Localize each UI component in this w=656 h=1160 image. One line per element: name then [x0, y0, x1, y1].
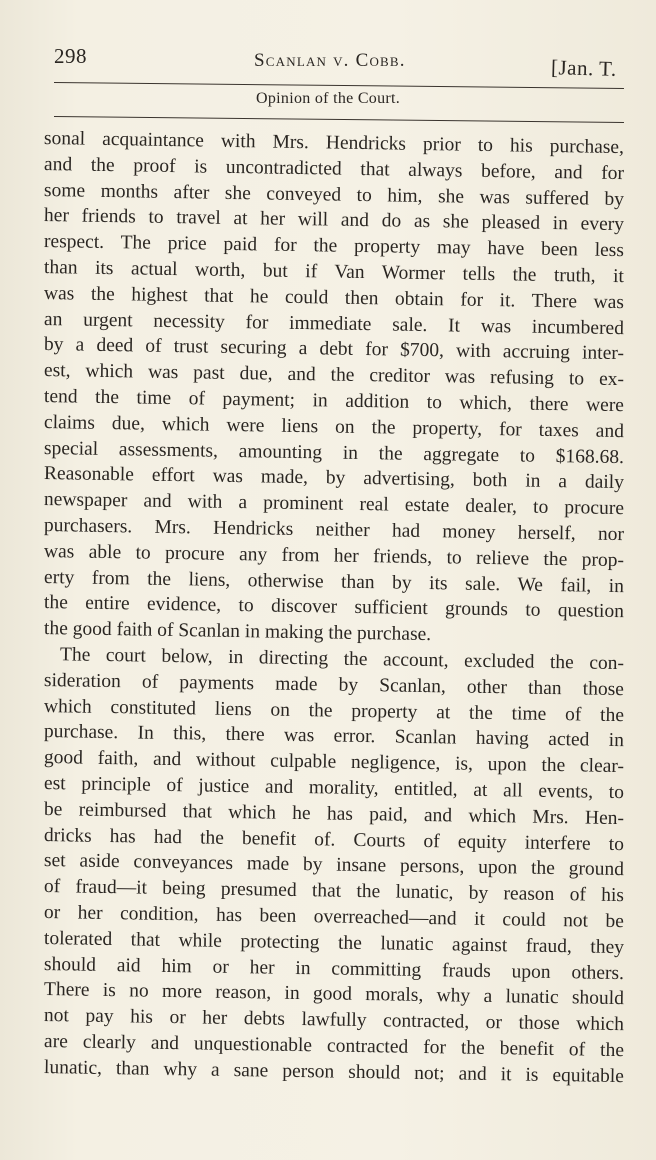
- case-title: Scanlan v. Cobb.: [254, 50, 406, 71]
- text-line: are clearly and unquestionable contracted for the benefit of the: [43, 1030, 625, 1061]
- opinion-subheading: Opinion of the Court.: [256, 90, 401, 107]
- text-line: dricks has had the benefit of. Courts of equity interfere to: [43, 824, 625, 855]
- text-line: Reasonable effort was made, by advertising, both in a daily: [43, 463, 625, 494]
- text-line: or her condition, has been overreached—and it could not be: [43, 901, 625, 933]
- text-line: lunatic, than why a sane person should not; and it is equitable: [43, 1056, 625, 1087]
- text-line: purchase. In this, there was error. Scanlan having acted in: [43, 721, 625, 752]
- text-line: the good faith of Scanlan in making the purchase.: [43, 618, 432, 646]
- running-head: [0, 44, 656, 84]
- text-line: set aside conveyances made by insane persons, upon the ground: [43, 850, 625, 881]
- opinion-text: [43, 126, 625, 1087]
- text-line: not pay his or her debts lawfully contracted, or those which: [43, 1005, 625, 1036]
- text-line: purchasers. Mrs. Hendricks neither had money herself, nor: [43, 514, 625, 546]
- text-line: sonal acquaintance with Mrs. Hendricks prior to his purchase,: [43, 128, 625, 159]
- text-line: was the highest that he could then obtain for it. There was: [43, 282, 625, 313]
- text-line: good faith, and without culpable negligence, is, upon the clear-: [43, 747, 625, 778]
- text-line: which constituted liens on the property at the time of the: [43, 695, 625, 726]
- text-line: erty from the liens, otherwise than by its sale. We fail, in: [43, 566, 625, 597]
- text-line: est, which was past due, and the creditor was refusing to ex-: [43, 360, 625, 391]
- term-label: [Jan. T.: [550, 55, 617, 81]
- text-line: special assessments, amounting in the aggregate to $168.68.: [43, 437, 625, 468]
- text-line: est principle of justice and morality, entitled, at all events, to: [43, 772, 625, 804]
- text-line: and the proof is uncontradicted that always before, and for: [43, 153, 625, 184]
- text-line: newspaper and with a prominent real estate dealer, to procure: [43, 489, 625, 520]
- text-line: than its actual worth, but if Van Wormer tells the truth, it: [43, 256, 625, 288]
- text-line: was able to procure any from her friends, to relieve the prop-: [43, 540, 625, 571]
- text-line: The court below, in directing the account, excluded the con-: [59, 644, 625, 675]
- text-line: the entire evidence, to discover sufficient grounds to question: [43, 592, 625, 623]
- text-line: of fraud—it being presumed that the lunatic, by reason of his: [43, 876, 625, 907]
- subheading-rule: [54, 116, 624, 123]
- text-line: an urgent necessity for immediate sale. It was incumbered: [43, 308, 625, 339]
- page-number: 298: [54, 44, 87, 68]
- text-line: tolerated that while protecting the lunatic against fraud, they: [43, 927, 625, 958]
- text-line: respect. The price paid for the property may have been less: [43, 231, 625, 262]
- text-line: sideration of payments made by Scanlan, other than those: [43, 669, 625, 700]
- text-line: tend the time of payment; in addition to which, there were: [43, 385, 625, 417]
- text-line: be reimbursed that which he has paid, and which Mrs. Hen-: [43, 798, 625, 829]
- text-line: her friends to travel at her will and do as she pleased in every: [43, 205, 625, 236]
- text-line: should aid him or her in committing frauds upon others.: [43, 953, 625, 984]
- text-line: claims due, which were liens on the property, for taxes and: [43, 411, 625, 442]
- text-line: by a deed of trust securing a debt for $700, with accruing inter-: [43, 334, 625, 365]
- text-line: some months after she conveyed to him, she was suffered by: [43, 179, 625, 210]
- text-line: There is no more reason, in good morals, why a lunatic should: [43, 979, 625, 1010]
